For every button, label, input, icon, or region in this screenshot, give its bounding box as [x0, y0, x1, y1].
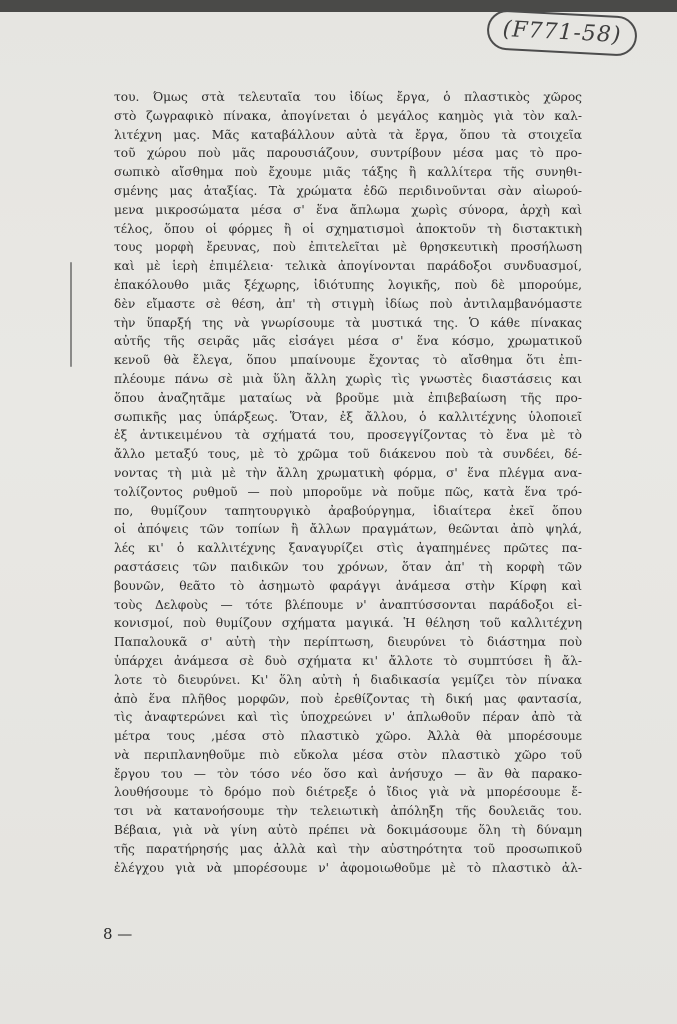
- text-line: νοντας τὴ μιὰ μὲ τὴν ἄλλη χρωματικὴ φόρμα, σ' ἕνα πλέγμα ανα-: [114, 465, 582, 480]
- text-line: μέτρα τους ,μέσα στὸ πλαστικὸ χῶρο. Ἀλλὰ θὰ μπορέσουμε: [114, 729, 582, 744]
- text-line: δὲν εἴμαστε σὲ θέση, ἀπ' τὴ στιγμὴ ἰδίως ποὺ ἀντιλαμβανόμαστε: [114, 296, 582, 311]
- text-line: ἔργου του — τὸν τόσο νέο ὅσο καὶ ἀνήσυχο — ἂν θὰ παρακο-: [114, 766, 582, 781]
- text-line: τους μορφὴ ἔρευνας, ποὺ ἐπιτελεῖται μὲ θρησκευτικὴ προσήλωση: [114, 240, 582, 255]
- text-line: ἐλέγχου γιὰ νὰ μπορέσουμε ν' ἀφομοιωθοῦμε μὲ τὸ πλαστικὸ ἀλ-: [114, 860, 582, 875]
- text-line: τολίζοντος ρυθμοῦ — ποὺ μποροῦμε νὰ ποῦμε πῶς, κατὰ ἕνα τρό-: [114, 484, 582, 499]
- page-number: 8 —: [103, 925, 133, 943]
- text-line: Βέβαια, γιὰ νὰ γίνη αὐτὸ πρέπει νὰ δοκιμάσουμε ὅλη τὴ δύναμη: [114, 823, 582, 838]
- text-line: αὐτῆς τῆς σειρᾶς μᾶς εἰσάγει μέσα σ' ἕνα κόσμο, χρωματικοῦ: [114, 334, 582, 349]
- text-line: σωπικὸ αἴσθημα ποὺ ἔχουμε μιᾶς τάξης ἢ καλλίτερα τῆς συνηθι-: [114, 165, 582, 180]
- text-line: λοτε τὸ διευρύνει. Κι' ὅλη αὐτὴ ἡ διαδικασία γεμίζει τὸν πίνακα: [114, 672, 582, 687]
- text-line: νὰ περιπλανηθοῦμε πιὸ εὔκολα μέσα στὸν πλαστικὸ χῶρο τοῦ: [114, 747, 582, 762]
- text-line: του. Όμως στὰ τελευταῖα του ἰδίως ἔργα, ὁ πλαστικὸς χῶρος: [114, 90, 582, 104]
- text-line: μενα μικροσώματα μέσα σ' ἕνα ἄπλωμα χωρὶς σύνορα, ἀρχὴ καὶ: [114, 202, 582, 217]
- text-line: τέλος, ὅπου οἱ φόρμες ἢ οἱ σχηματισμοὶ ἀποκτοῦν τὴ διστακτικὴ: [114, 221, 582, 236]
- text-line: οἱ ἀπόψεις τῶν τοπίων ἢ ἄλλων πραγμάτων, θεῶνται ἀπὸ ψηλά,: [114, 522, 582, 537]
- text-line: βουνῶν, θεᾶτο τὸ ἀσημωτὸ φαράγγι ἀνάμεσα στὴν Κίρφη καὶ: [114, 578, 582, 593]
- text-line: πο, θυμίζουν ταπητουργικὸ ἀραβούργημα, ἰδιαίτερα ἐκεῖ ὅπου: [114, 503, 582, 518]
- text-line: τοῦ χώρου ποὺ μᾶς παρουσιάζουν, συντρίβουν μέσα μας τὸ προ-: [114, 146, 582, 161]
- text-line: Παπαλουκᾶ σ' αὐτὴ τὴν περίπτωση, διευρύνει τὸ διάστημα ποὺ: [114, 635, 582, 650]
- scan-top-edge: [0, 0, 677, 12]
- text-line: λιτέχνη μας. Μᾶς καταβάλλουν αὐτὰ τὰ ἔργα, ὅπου τὰ στοιχεῖα: [114, 127, 582, 142]
- text-line: τὴν ὕπαρξή της νὰ γνωρίσουμε τὰ μυστικά της. Ὁ κάθε πίνακας: [114, 315, 582, 330]
- text-line: ἀπὸ ἕνα πλῆθος μορφῶν, ποὺ ἐρεθίζοντας τὴ δική μας φαντασία,: [114, 691, 582, 706]
- text-line: ὑπάρχει ἀνάμεσα σὲ δυὸ σχήματα κι' ἄλλοτε τὸ συμπτύσει ἢ ἄλ-: [114, 653, 582, 668]
- text-line: ἐξ ἀντικειμένου τὰ σχήματά του, προσεγγίζοντας τὸ ἕνα μὲ τὸ: [114, 428, 582, 443]
- text-line: σωπικῆς μας ὑπάρξεως. Ὅταν, ἐξ ἄλλου, ὁ καλλιτέχνης ὑλοποιεῖ: [114, 409, 582, 424]
- text-line: ὅπου ἀναζητᾶμε ματαίως νὰ βροῦμε μιὰ ἐπιβεβαίωση τῆς προ-: [114, 390, 582, 405]
- text-line: τῆς παρατήρησής μας ἀλλὰ καὶ τὴν αὐστηρότητα τοῦ προσωπικοῦ: [114, 841, 582, 856]
- margin-pencil-mark: [70, 262, 72, 367]
- text-line: ραστάσεις τῶν παιδικῶν του χρόνων, ὅταν ἀπ' τὴ κορφὴ τῶν: [114, 559, 582, 574]
- text-line: στὸ ζωγραφικὸ πίνακα, ἀπογίνεται ὁ μεγάλος καημὸς γιὰ τὸν καλ-: [114, 108, 582, 123]
- text-line: τοὺς Δελφοὺς — τότε βλέπουμε ν' ἀναπτύσσονται παράδοξοι εἰ-: [114, 597, 582, 612]
- text-line: κονισμοί, ποὺ θυμίζουν σχήματα μαγικά. Ἡ θέληση τοῦ καλλιτέχνη: [114, 616, 582, 631]
- text-line: τὶς ἀναφτερώνει καὶ τὶς ὑποχρεώνει ν' ἁπλωθοῦν πέραν ἀπὸ τὰ: [114, 710, 582, 725]
- text-line: πλέουμε πάνω σὲ μιὰ ὕλη ἄλλη χωρὶς τὶς γνωστὲς διαστάσεις και: [114, 371, 582, 386]
- text-line: κενοῦ θὰ ἔλεγα, ὅπου μπαίνουμε ἔχοντας τὸ αἴσθημα ὅτι ἐπι-: [114, 353, 582, 368]
- text-line: λές κι' ὁ καλλιτέχνης ξαναγυρίζει στὶς ἀγαπημένες πρῶτες πα-: [114, 541, 582, 556]
- text-line: ἐπακόλουθο μιᾶς ξέχωρης, ἰδιότυπης λογικῆς, ποὺ δὲ μπορούμε,: [114, 277, 582, 292]
- body-text: [114, 88, 582, 877]
- text-line: λουθήσουμε τὸ δρόμο ποὺ διέτρεξε ὁ ἴδιος γιὰ νὰ μπορέσουμε ἔ-: [114, 785, 582, 800]
- handwritten-archive-note: (F771-58): [486, 9, 638, 57]
- text-line: καὶ μὲ ἱερὴ ἐπιμέλεια· τελικὰ ἀπογίνονται παράδοξοι συνδυασμοί,: [114, 259, 582, 274]
- text-line: τσι νὰ κατανοήσουμε τὴν τελειωτικὴ ἀπόληξη τῆς δουλειᾶς του.: [114, 804, 582, 819]
- text-line: ἄλλο μεταξύ τους, μὲ τὸ χρῶμα τοῦ διάκενου ποὺ τὰ συνδέει, δέ-: [114, 447, 582, 462]
- text-line: σμένης μας ἀταξίας. Τὰ χρώματα ἐδῶ περιδινοῦνται σὰν αἰωρού-: [114, 183, 582, 198]
